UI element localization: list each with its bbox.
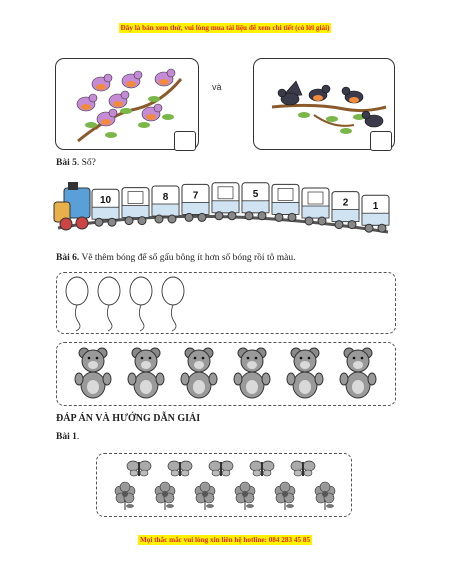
number-train xyxy=(48,178,408,243)
answer-exercise-1-label: Bài 1 xyxy=(56,432,77,442)
butterfly-flower-frame xyxy=(96,453,352,517)
wagon-number: 2 xyxy=(342,197,349,209)
preview-notice-text: Đây là bản xem thử, vui lòng mua tài liệu để xem chi tiết (có lời giải) xyxy=(120,24,330,32)
balloon xyxy=(66,277,88,331)
wagon-blank-slot[interactable] xyxy=(278,188,293,200)
answer-exercise-1-suffix: . xyxy=(76,432,80,442)
flower xyxy=(155,482,175,510)
butterfly xyxy=(168,461,192,476)
train-wagon xyxy=(332,192,359,229)
balloon-frame[interactable] xyxy=(56,272,396,334)
train-wagon xyxy=(302,188,329,225)
train-wagon xyxy=(272,184,299,221)
connector-text: và xyxy=(212,82,222,92)
exercise-6-instruction: Vẽ thêm bóng để số gấu bông ít hơn số bóng rồi tô màu. xyxy=(79,253,296,263)
wagon-number: 10 xyxy=(99,195,112,207)
hotline-notice-text: Mọi thắc mắc vui lòng xin liên hệ hotline: 084 283 45 85 xyxy=(139,536,311,544)
wagon-blank-slot[interactable] xyxy=(218,187,233,199)
bird-card-right xyxy=(253,58,395,150)
teddy-bear-group xyxy=(57,343,395,405)
balloon xyxy=(162,277,184,331)
teddy-bear xyxy=(234,348,270,398)
wagon-number: 1 xyxy=(372,201,379,213)
exercise-6-heading xyxy=(56,253,295,263)
teddy-bear xyxy=(287,348,323,398)
wagon-number: 8 xyxy=(162,192,169,203)
train-wagon xyxy=(242,183,269,220)
teddy-bear xyxy=(128,348,164,398)
train-engine xyxy=(54,182,90,230)
teddy-bear xyxy=(181,348,217,398)
bird-count-answer-box-left[interactable] xyxy=(174,131,196,151)
butterfly xyxy=(127,461,151,476)
exercise-5-heading xyxy=(56,158,96,168)
hotline-notice xyxy=(0,536,450,544)
train-wagon xyxy=(212,183,239,220)
preview-notice xyxy=(0,24,450,32)
teddy-bear xyxy=(75,348,111,398)
wagon-number: 7 xyxy=(192,190,199,202)
butterfly-flower-group xyxy=(97,454,351,516)
teddy-bear-frame xyxy=(56,342,396,406)
flower xyxy=(195,482,215,510)
flower xyxy=(315,482,335,510)
flower xyxy=(235,482,255,510)
answer-section-title: ĐÁP ÁN VÀ HƯỚNG DẪN GIẢI xyxy=(56,413,201,424)
teddy-bear xyxy=(340,348,376,398)
wagon-blank-slot[interactable] xyxy=(308,192,323,204)
balloon-group xyxy=(57,273,395,333)
butterfly xyxy=(291,461,315,476)
flower xyxy=(275,482,295,510)
balloon xyxy=(130,277,152,331)
train-wagon xyxy=(362,195,389,232)
answer-exercise-1-heading xyxy=(56,432,79,442)
exercise-6-label: Bài 6. xyxy=(56,253,80,263)
butterfly xyxy=(209,461,233,476)
flower xyxy=(115,482,135,510)
bird-count-answer-box-right[interactable] xyxy=(370,131,392,151)
exercise-5-label: Bài 5 xyxy=(56,158,77,168)
wagon-blank-slot[interactable] xyxy=(128,192,143,204)
wagon-number: 5 xyxy=(252,188,259,200)
exercise-5-instruction: . Số? xyxy=(76,158,96,168)
bird-card-left xyxy=(55,58,199,150)
butterfly xyxy=(250,461,274,476)
balloon xyxy=(98,277,120,331)
